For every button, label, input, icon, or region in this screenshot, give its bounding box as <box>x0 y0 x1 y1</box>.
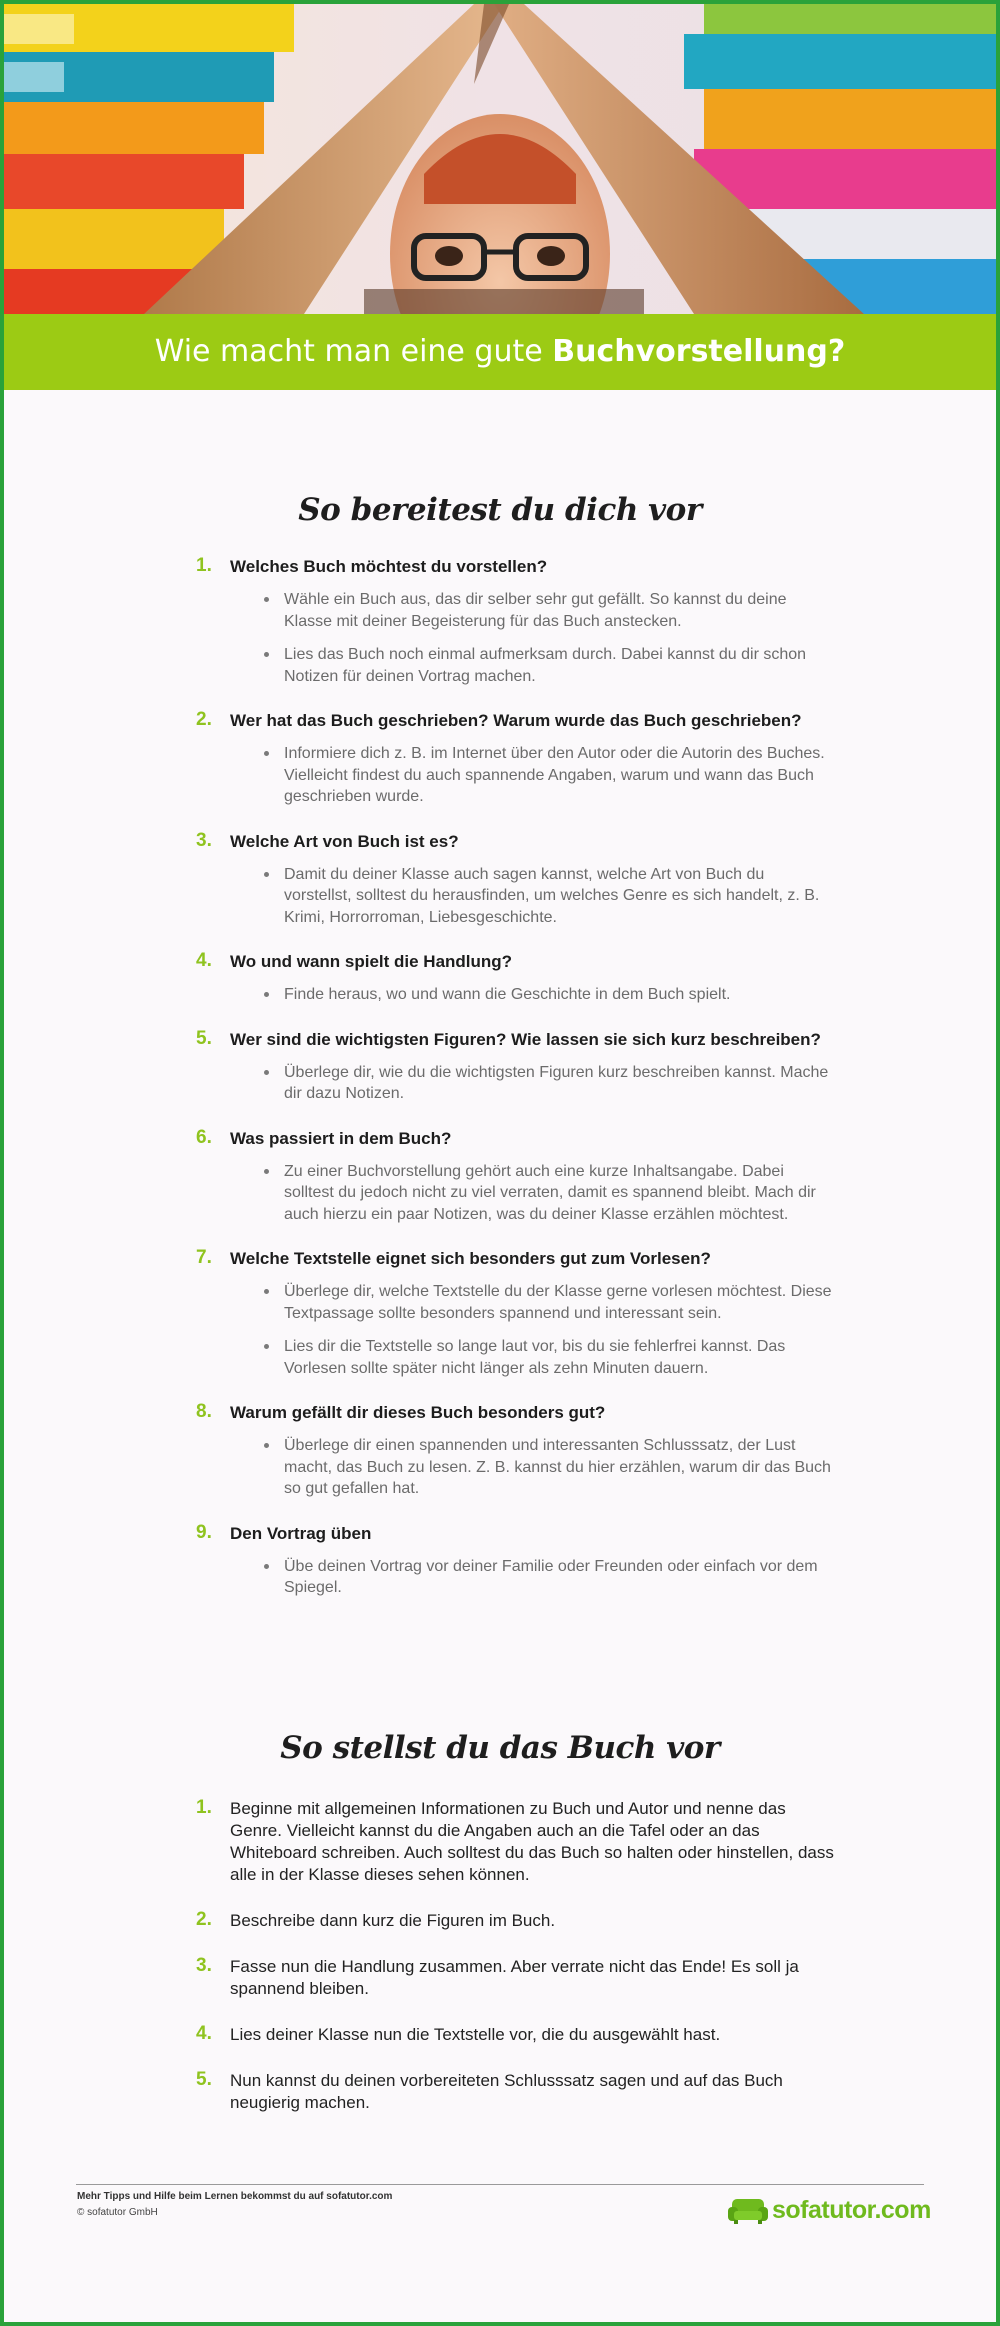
item-number: 8. <box>196 1401 212 1422</box>
footer-tagline: Mehr Tipps und Hilfe beim Lernen bekommst du auf sofatutor.com <box>77 2191 393 2202</box>
bullet-list <box>258 1161 836 1226</box>
item-question: Den Vortrag üben <box>230 1523 372 1543</box>
bullet-list <box>258 1062 836 1105</box>
item-number: 5. <box>196 1027 212 1049</box>
step-number: 5. <box>196 2069 212 2090</box>
page-title-bar <box>4 314 996 390</box>
step-item <box>196 1956 836 2000</box>
item-number: 4. <box>196 950 212 971</box>
bullet-point: Lies dir die Textstelle so lange laut vor, bis du sie fehlerfrei kannst. Das Vorlesen sollte später nicht länger als zehn Minuten dauern. <box>258 1336 836 1379</box>
bullet-point: Finde heraus, wo und wann die Geschichte in dem Buch spielt. <box>258 984 836 1006</box>
item-number: 2. <box>196 709 212 730</box>
item-question: Welche Textstelle eignet sich besonders gut zum Vorlesen? <box>230 1249 711 1268</box>
list-item <box>196 1523 836 1599</box>
step-item <box>196 2070 836 2114</box>
list-item <box>196 1029 836 1105</box>
list-item <box>196 1128 836 1226</box>
bullet-point: Überlege dir einen spannenden und interessanten Schlusssatz, der Lust macht, das Buch zu lesen. Z. B. kannst du hier erzählen, warum dir das Buch so gut gefallen hat. <box>258 1435 836 1500</box>
item-number: 1. <box>196 555 212 576</box>
item-question: Welche Art von Buch ist es? <box>230 831 459 851</box>
item-question: Wo und wann spielt die Handlung? <box>230 952 513 971</box>
item-question: Wer hat das Buch geschrieben? Warum wurde das Buch geschrieben? <box>230 711 802 730</box>
page-title-bold: Buchvorstellung? <box>552 334 846 369</box>
list-item <box>196 1248 836 1379</box>
sofatutor-logo[interactable] <box>728 2192 931 2228</box>
step-item <box>196 1798 836 1886</box>
item-question: Wer sind die wichtigsten Figuren? Wie lassen sie sich kurz beschreiben? <box>230 1029 821 1049</box>
item-question: Was passiert in dem Buch? <box>230 1128 452 1148</box>
step-text: Fasse nun die Handlung zusammen. Aber verrate nicht das Ende! Es soll ja spannend bleiben. <box>230 1957 799 1998</box>
bullet-point: Lies das Buch noch einmal aufmerksam durch. Dabei kannst du dir schon Notizen für deinen Vortrag machen. <box>258 644 836 687</box>
bullet-list <box>258 743 836 808</box>
item-number: 6. <box>196 1126 212 1148</box>
footer-divider <box>76 2184 924 2185</box>
item-question: Welches Buch möchtest du vorstellen? <box>230 557 548 576</box>
bullet-list <box>258 864 836 929</box>
presentation-steps-list <box>196 1798 836 2138</box>
section-title-presentation: So stellst du das Buch vor <box>280 1730 720 1766</box>
bullet-point: Wähle ein Buch aus, das dir selber sehr gut gefällt. So kannst du deine Klasse mit deiner Begeisterung für das Buch anstecken. <box>258 589 836 632</box>
section-title-preparation: So bereitest du dich vor <box>298 492 702 528</box>
hero-image <box>4 4 996 314</box>
step-number: 4. <box>196 2023 212 2044</box>
preparation-list <box>196 556 836 1622</box>
bullet-point: Überlege dir, wie du die wichtigsten Figuren kurz beschreiben kannst. Mache dir dazu Notizen. <box>258 1062 836 1105</box>
bullet-point: Übe deinen Vortrag vor deiner Familie oder Freunden oder einfach vor dem Spiegel. <box>258 1556 836 1599</box>
item-question: Warum gefällt dir dieses Buch besonders gut? <box>230 1403 606 1422</box>
bullet-point: Informiere dich z. B. im Internet über den Autor oder die Autorin des Buches. Vielleicht findest du auch spannende Angaben, warum und wann das Buch geschrieben wurde. <box>258 743 836 808</box>
bullet-point: Überlege dir, welche Textstelle du der Klasse gerne vorlesen möchtest. Diese Textpassage sollte besonders spannend und interessant sein. <box>258 1281 836 1324</box>
bullet-point: Damit du deiner Klasse auch sagen kannst, welche Art von Buch du vorstellst, solltest du herausfinden, um welches Genre es sich handelt, z. B. Krimi, Horrorroman, Liebesgeschichte. <box>258 864 836 929</box>
step-number: 1. <box>196 1797 212 1818</box>
logo-text: sofatutor.com <box>772 2195 931 2224</box>
list-item <box>196 1402 836 1500</box>
step-text: Nun kannst du deinen vorbereiteten Schlusssatz sagen und auf das Buch neugierig machen. <box>230 2071 783 2112</box>
list-item <box>196 710 836 808</box>
bullet-list <box>258 984 836 1006</box>
step-text: Beschreibe dann kurz die Figuren im Buch. <box>230 1911 556 1930</box>
page-title-prefix: Wie macht man eine gute <box>154 334 543 369</box>
bullet-list <box>258 1556 836 1599</box>
bullet-list <box>258 1281 836 1379</box>
step-number: 3. <box>196 1955 212 1976</box>
item-number: 7. <box>196 1247 212 1268</box>
bullet-list <box>258 589 836 687</box>
step-item <box>196 2024 836 2046</box>
list-item <box>196 951 836 1006</box>
step-item <box>196 1910 836 1932</box>
step-number: 2. <box>196 1909 212 1930</box>
step-text: Beginne mit allgemeinen Informationen zu Buch und Autor und nenne das Genre. Vielleicht kannst du die Angaben auch an die Tafel oder an das Whiteboard schreiben. Auch solltest du das Buch so halten oder hinstellen, dass alle in der Klasse dieses sehen können. <box>230 1799 834 1884</box>
bullet-list <box>258 1435 836 1500</box>
bullet-point: Zu einer Buchvorstellung gehört auch eine kurze Inhaltsangabe. Dabei solltest du jedoch nicht zu viel verraten, damit es spannend bleibt. Mach dir auch hierzu ein paar Notizen, was du deiner Klasse erzählen möchtest. <box>258 1161 836 1226</box>
list-item <box>196 831 836 929</box>
item-number: 3. <box>196 829 212 851</box>
list-item <box>196 556 836 687</box>
sofa-icon <box>728 2195 768 2225</box>
step-text: Lies deiner Klasse nun die Textstelle vor, die du ausgewählt hast. <box>230 2025 721 2044</box>
footer-copyright: © sofatutor GmbH <box>77 2207 158 2218</box>
item-number: 9. <box>196 1521 212 1543</box>
